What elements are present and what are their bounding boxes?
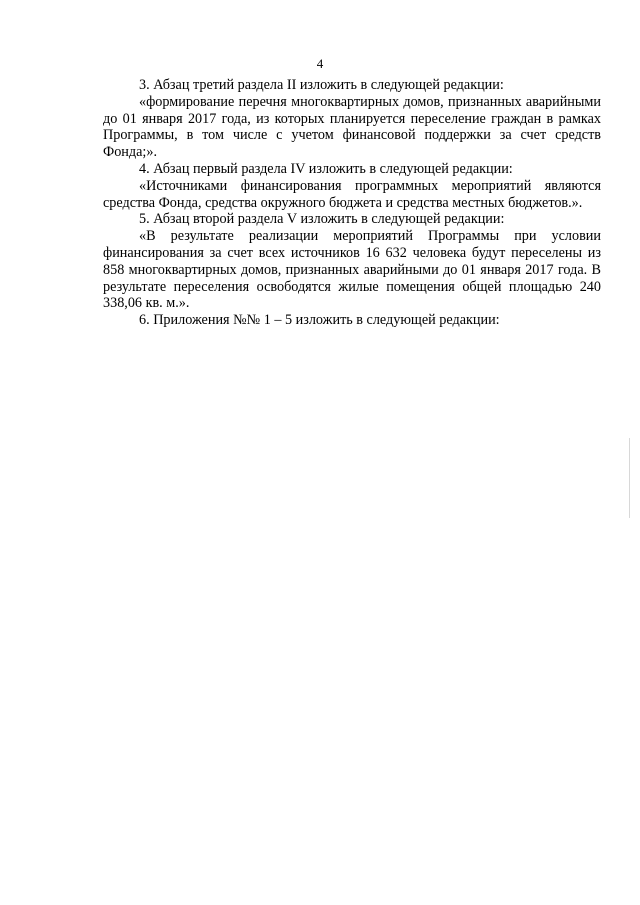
amendment-quote-3: «формирование перечня многоквартирных домов, признанных аварийными до 01 января 2017 года, из которых планируется переселение граждан в рамках Программы, в том числе с учетом финансовой поддержки за счет средств Фонда;». [103,93,601,161]
amendment-item-4: 4. Абзац первый раздела IV изложить в следующей редакции: [139,160,513,177]
amendment-item-6: 6. Приложения №№ 1 – 5 изложить в следующей редакции: [139,312,500,329]
amendment-item-5: 5. Абзац второй раздела V изложить в следующей редакции: [139,211,505,228]
amendment-quote-5: «В результате реализации мероприятий Программы при условии финансирования за счет всех источников 16 632 человека будут переселены из 858 многоквартирных домов, признанных аварийными до 01 января 2017 года. В результате переселения освободятся жилые помещения общей площадью 240 338,06 кв. м.». [103,228,601,312]
amendment-item-3: 3. Абзац третий раздела II изложить в следующей редакции: [139,77,504,93]
amendment-quote-4: «Источниками финансирования программных мероприятий являются средства Фонда, средства окружного бюджета и средства местных бюджетов.». [103,177,601,211]
page-number: 4 [316,56,324,71]
document-body [103,77,601,329]
scan-edge-line [629,438,630,518]
